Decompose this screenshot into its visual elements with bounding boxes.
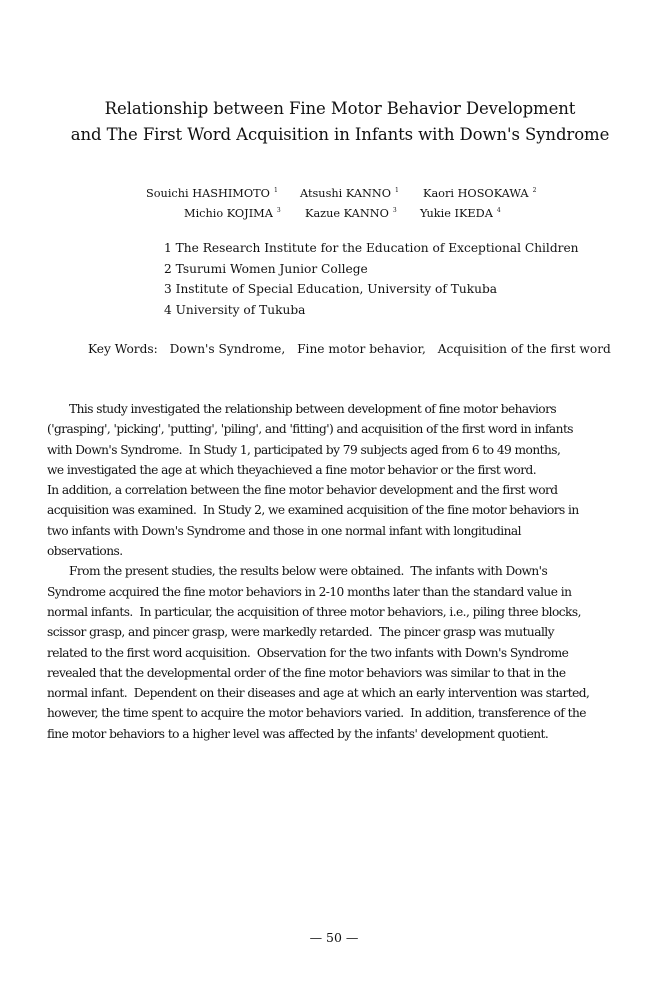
keywords-label: Key Words: bbox=[88, 342, 158, 356]
abstract-line: From the present studies, the results below were obtained. The infants with Down's bbox=[69, 564, 548, 579]
author bbox=[300, 181, 399, 203]
abstract-line: Syndrome acquired the fine motor behaviors in 2-10 months later than the standard value in bbox=[47, 584, 572, 599]
author-name: Michio KOJIMA bbox=[184, 207, 273, 220]
author-affiliation-mark: 1 bbox=[395, 187, 399, 194]
author bbox=[146, 181, 278, 203]
author-name: Souichi HASHIMOTO bbox=[146, 187, 270, 200]
author-affiliation-mark: 4 bbox=[496, 207, 501, 214]
abstract-line: normal infant. Dependent on their diseases and age at which an early intervention was started, bbox=[47, 686, 590, 701]
affiliation: 4 University of Tukuba bbox=[164, 302, 306, 317]
affiliation: 3 Institute of Special Education, University of Tukuba bbox=[164, 282, 498, 296]
abstract-line: normal infants. In particular, the acquisition of three motor behaviors, i.e., piling three blocks, bbox=[47, 604, 581, 619]
author-affiliation-mark: 2 bbox=[532, 187, 537, 194]
author bbox=[184, 201, 281, 223]
abstract-line: two infants with Down's Syndrome and those in one normal infant with longitudinal bbox=[47, 523, 521, 538]
title-line-2: and The First Word Acquisition in Infants with Down's Syndrome bbox=[70, 125, 610, 144]
abstract-line: observations. bbox=[47, 544, 123, 559]
author-affiliation-mark: 3 bbox=[276, 207, 281, 214]
author-name: Yukie IKEDA bbox=[420, 207, 493, 220]
author bbox=[305, 201, 397, 223]
abstract-line: This study investigated the relationship between development of fine motor behaviors bbox=[69, 402, 557, 416]
keyword: Down's Syndrome, bbox=[169, 342, 286, 356]
title-line-1: Relationship between Fine Motor Behavior Development bbox=[104, 99, 576, 118]
author bbox=[423, 181, 536, 203]
author-name: Kazue KANNO bbox=[305, 207, 389, 220]
author-affiliation-mark: 1 bbox=[273, 187, 278, 194]
abstract bbox=[47, 399, 659, 744]
keyword: Fine motor behavior, bbox=[297, 342, 426, 356]
abstract-line: we investigated the age at which theyachieved a fine motor behavior or the first word. bbox=[47, 462, 537, 477]
author-name: Atsushi KANNO bbox=[300, 187, 392, 200]
paper-title bbox=[0, 96, 668, 148]
abstract-line: however, the time spent to acquire the motor behaviors varied. In addition, transference of the bbox=[47, 706, 586, 721]
keywords bbox=[88, 342, 619, 356]
abstract-line: revealed that the developmental order of the fine motor behaviors was similar to that in the bbox=[47, 665, 566, 680]
abstract-line: fine motor behaviors to a higher level was affected by the infants' development quotient. bbox=[47, 726, 549, 741]
abstract-line: with Down's Syndrome. In Study 1, participated by 79 subjects aged from 6 to 49 months, bbox=[47, 442, 561, 457]
author bbox=[420, 201, 501, 223]
abstract-line: In addition, a correlation between the fine motor behavior development and the first word bbox=[47, 483, 558, 498]
author-affiliation-mark: 3 bbox=[392, 207, 397, 214]
abstract-line: ('grasping', 'picking', 'putting', 'piling', and 'fitting') and acquisition of the first word in infants bbox=[47, 422, 573, 437]
abstract-line: acquisition was examined. In Study 2, we examined acquisition of the fine motor behaviors in bbox=[47, 503, 579, 518]
page-number: — 50 — bbox=[309, 930, 359, 945]
abstract-line: related to the first word acquisition. Observation for the two infants with Down's Syndrome bbox=[47, 645, 569, 660]
keyword: Acquisition of the first word bbox=[437, 342, 611, 356]
affiliation: 2 Tsurumi Women Junior College bbox=[164, 261, 368, 276]
affiliation-list bbox=[164, 238, 579, 320]
affiliation: 1 The Research Institute for the Education of Exceptional Children bbox=[164, 241, 579, 255]
author-name: Kaori HOSOKAWA bbox=[423, 187, 529, 200]
abstract-line: scissor grasp, and pincer grasp, were markedly retarded. The pincer grasp was mutually bbox=[47, 625, 554, 640]
